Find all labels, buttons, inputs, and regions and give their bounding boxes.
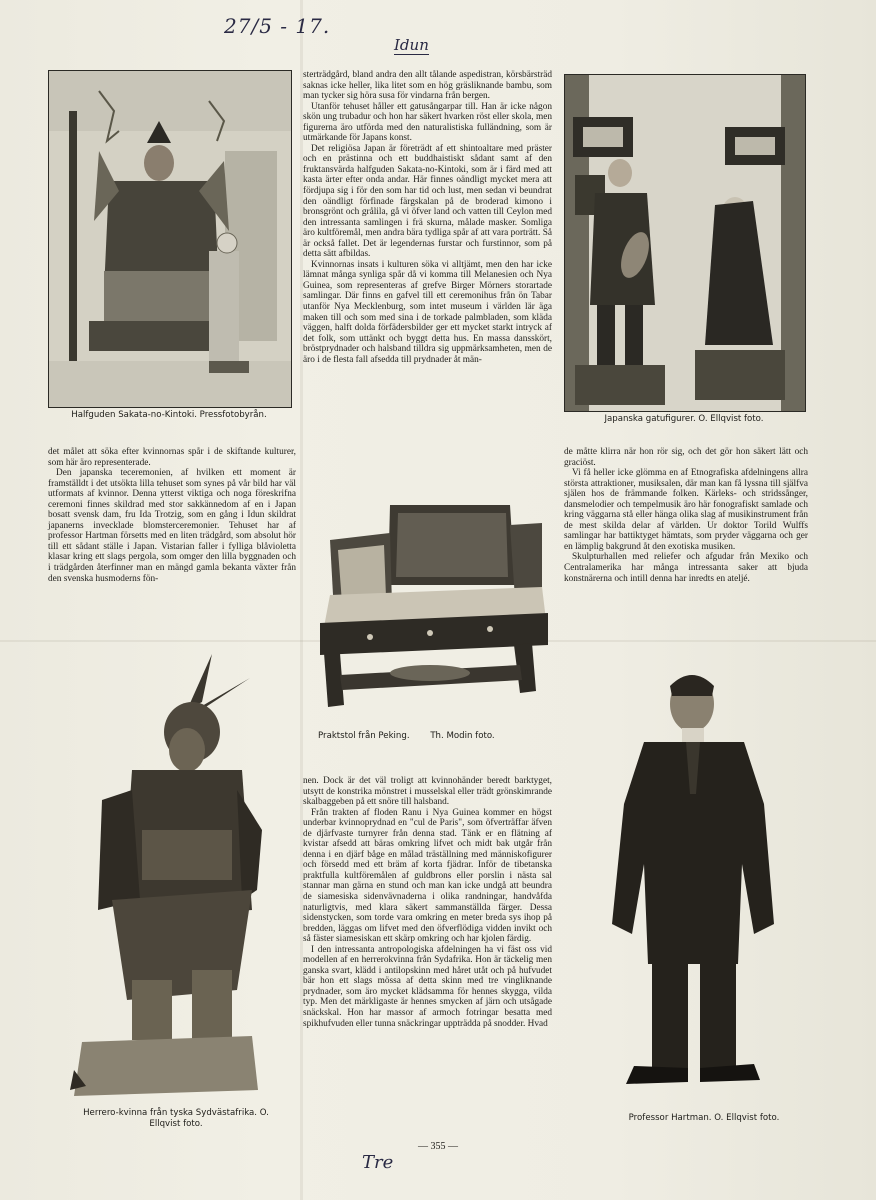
caption-photo-3-title: Praktstol från Peking. (318, 731, 410, 741)
paragraph: Skulpturhallen med reliefer och afgudar från Mexiko och Centralamerika har många intressanta saker att bjuda konstnärerna och intill denna har inredts en ateljé. (564, 552, 808, 584)
caption-photo-3 (318, 731, 558, 742)
handwritten-date: 27/5 - 17. (224, 14, 331, 38)
caption-photo-4 (56, 1108, 296, 1130)
paragraph: de måtte klirra när hon rör sig, och det gör hon säkert lätt och graciöst. (564, 447, 808, 468)
photo-3-image (310, 495, 552, 717)
paragraph: nen. Dock är det väl troligt att kvinnohänder beredt barktyget, utsytt de konstrika mönstret i musselskal eller trädt grönskimrande skalbaggeben på ett snöre till halsband. (303, 776, 552, 808)
photo-japanese-street-figures (564, 74, 806, 412)
photo-4-image (62, 650, 272, 1102)
photo-sakata-no-kintoki (48, 70, 292, 408)
article-column-mid-bottom (303, 776, 552, 1029)
paragraph: Den japanska teceremonien, af hvilken ett moment är framställdt i det utsökta lilla tehuset som synes på vår bild har väl utformats af kvinnor. Denna ytterst viktiga och noga föreskrifna ceremoni finnes skildrad med stor sakkännedom af en i Japan bosatt svensk dam, fru Ida Trotzig, som en gång i Idun skildrat japanerns invecklade blomsterceremonier. Tehuset har af professor Hartman försetts med en liten trädgård, som absolut hör till ett sådant ställe i Japan. Vistarian faller i fylliga blåvioletta klasar kring ett slags pergola, som omger den lilla byggnaden och i trädgården återfinner man en mängd gamla bekanta växter från den svenska husmoderns fön- (48, 468, 296, 584)
caption-photo-4-line1: Herrero-kvinna från tyska Sydvästafrika. O. (83, 1108, 269, 1118)
article-column-mid-top (303, 70, 552, 365)
paragraph: I den intressanta antropologiska afdelningen ha vi fäst oss vid modellen af en herrerokvinna från Sydafrika. Hon är täckelig men ganska svart, klädd i antilopskinn med håret utåt och på hufvudet bär hon ett slags mössa af detta skinn med tre vingliknande prydnader, som äro mycket klädsamma för hennes skygga, vilda typ. Men det märkligaste är hennes smycken af järn och utsågade snäckskal. Hon har massor af armoch fotringar besatta med spikhufvuden eller tunna snäckringar uppträdda på snodder. Hvad (303, 944, 552, 1029)
handwritten-bottom-mark: Tre (362, 1152, 394, 1173)
paragraph: Vi få heller icke glömma en af Etnografiska afdelningens allra största attraktioner, musiksalen, där man kan få lyssna till själfva själen hos de främmande folken. Kärleks- och stridssånger, dansmelodier och tempelmusik äro här fonografiskt samlade och kring väggarna stå eller hänga olika slag af musikinstrument från de mest skilda delar af världen. Ur doktor Torild Wulffs samlingar har battiktyget hämtats, som pryder väggarna och ger en lämplig bakgrund åt den exotiska musiken. (564, 468, 808, 552)
photo-chair-from-peking (310, 495, 552, 717)
article-column-left (48, 447, 296, 584)
paragraph: Det religiösa Japan är företrädt af ett shintoaltare med präster och en prästinna och ett buddhaistiskt sådant samt af den fruktansvärda halfguden Sakata-no-Kintoki, som är i färd med att kasta ärter efter onda andar. Här finnes oändligt mycket mera att fördjupa sig i för den som har tid och lust, men sedan vi beundrat den oändligt förfinade färgskalan på de broderad kimono i bronsgrönt och grålila, gå vi öfver land och vatten till Ceylon med den intressanta samlingen i frä skurna, målade masker. Somliga äro kultföremål, men andra bära tydliga spår af att vara porträtt. Så är också fallet. Det är legendernas furstar och furstinnor, som på detta sätt afbildas. (303, 143, 552, 260)
caption-photo-2: Japanska gatufigurer. O. Ellqvist foto. (604, 414, 764, 424)
paragraph: det målet att söka efter kvinnornas spår i de skiftande kulturer, som här äro representerade. (48, 447, 296, 468)
page-number: — 355 — (418, 1141, 458, 1152)
handwritten-top-mark: Idun (394, 36, 429, 54)
photo-2-image (565, 75, 805, 411)
photo-1-image (49, 71, 291, 407)
paragraph: sterträdgård, bland andra den allt tålande aspedistran, körsbärsträd saknas icke heller, lika litet som en hög gräsliknande bambu, som man tycker sig höra susa för vindarna från bergen. (303, 70, 552, 102)
paragraph: Utanför tehuset håller ett gatusångarpar till. Han är icke någon skön ung trubadur och hon har säkert hvarken röst eller skola, men figurerna äro utförda med den naturalistiska fulländning, som är utmärkande för Japans konst. (303, 101, 552, 144)
caption-photo-5: Professor Hartman. O. Ellqvist foto. (628, 1113, 780, 1123)
photo-herrero-woman (62, 650, 272, 1102)
photo-professor-hartman (604, 664, 784, 1100)
caption-photo-3-credit: Th. Modin foto. (430, 731, 495, 741)
caption-photo-4-line2: Ellqvist foto. (149, 1119, 203, 1129)
paragraph: Kvinnornas insats i kulturen söka vi alltjämt, men den har icke lämnat många synliga spår då vi komma till Melanesien och Nya Guinea, som representeras af grefve Birger Mörners storartade samlingar. Där finns en gafvel till ett ceremonihus från ön Tabar utanför Nya Mecklenburg, som intet museum i världen lär äga maken till och som med sina i de torkade palmbladen, som kläda väggen, halft dolda förfädersbilder ger ett mycket starkt intryck af det folk, som uttänkt och byggt detta hus. En massa dansskört, bröstprydnader och halsband tilldra sig uppmärksamheten, men de äro i de flesta fall afsedda till prydnader åt män- (303, 259, 552, 365)
photo-5-image (604, 664, 784, 1100)
caption-photo-1: Halfguden Sakata-no-Kintoki. Pressfotobyrån. (71, 410, 267, 420)
paragraph: Från trakten af floden Ranu i Nya Guinea kommer en högst underbar kvinnoprydnad en "cul de Paris", som öfverträffar äfven de djärfvaste turnyrer från denna stad. Tänk er en flätning af kvistar afsedd att bäras omkring lifvet och midt bak utgår från denna i en djärf båge en målad träställning med människofigurer och försedd med ett bräm af korta fjädrar. Inför de tibetanska praktfulla kultföremålen af guldbrons eller porslin i nästa sal stannar man gärna en stund och man kan icke undgå att beundra de siamesiska sidenvävnaderna i olika randningar, handvåfda naturligtvis, med klara säkert sammanställda färger. Dessa sidenstycken, som torde vara omkring en meter breda sys ihop på bredden, läggas om lifvet med den öfverflödiga vidden invikt och så fäster siamesiskan ett skärp omkring och har kjolen färdig. (303, 807, 552, 945)
article-column-right (564, 447, 808, 584)
